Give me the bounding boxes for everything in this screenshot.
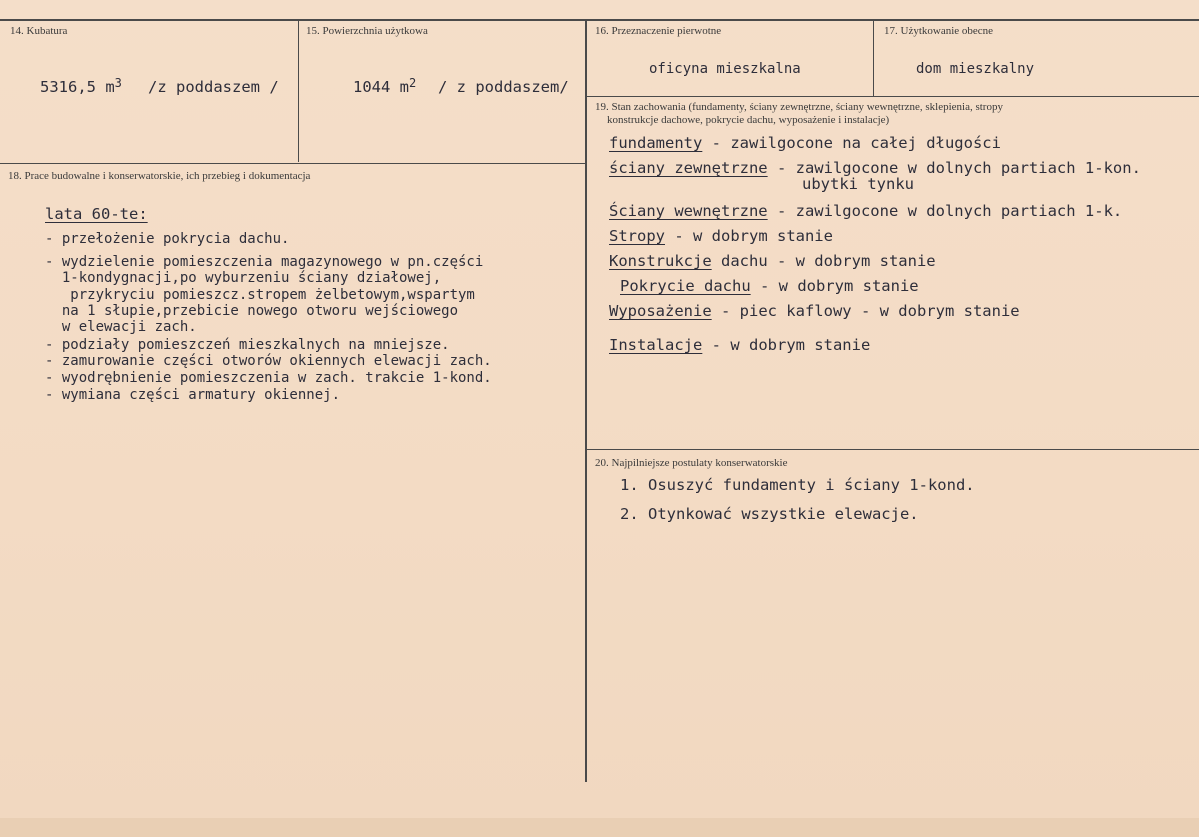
works-line-1: - przełożenie pokrycia dachu. xyxy=(45,231,290,247)
divider-row-18 xyxy=(0,163,586,164)
section-18-label: 18. Prace budowalne i konserwatorskie, ich przebieg i dokumentacja xyxy=(8,170,311,182)
uzytkowanie-value: dom mieszkalny xyxy=(916,61,1035,77)
works-line-3: 1-kondygnacji,po wyburzeniu ściany działowej, xyxy=(45,270,442,286)
section-19-label-1: 19. Stan zachowania (fundamenty, ściany zewnętrzne, ściany wewnętrzne, sklepienia, stropy xyxy=(595,101,1003,113)
condition-sciany-zewnetrzne: ściany zewnętrzne - zawilgocone w dolnych partiach 1-kon. xyxy=(609,159,1141,177)
condition-stropy: Stropy - w dobrym stanie xyxy=(609,227,833,245)
przeznaczenie-value: oficyna mieszkalna xyxy=(649,61,801,77)
section-20-label: 20. Najpilniejsze postulaty konserwatorskie xyxy=(595,457,788,469)
works-line-4: przykryciu pomieszcz.stropem żelbetowym,wspartym xyxy=(45,287,475,303)
works-line-7: - podziały pomieszczeń mieszkalnych na mniejsze. xyxy=(45,337,450,353)
works-line-2: - wydzielenie pomieszczenia magazynowego w pn.części xyxy=(45,254,484,270)
condition-sciany-wewnetrzne: Ściany wewnętrzne - zawilgocone w dolnych partiach 1-k. xyxy=(609,202,1123,220)
condition-sciany-zewnetrzne-cont: ubytki tynku xyxy=(802,175,914,193)
divider-row-20 xyxy=(587,449,1199,450)
divider-14-15 xyxy=(298,20,299,162)
section-14-label: 14. Kubatura xyxy=(10,25,68,37)
condition-pokrycie: Pokrycie dachu - w dobrym stanie xyxy=(620,277,919,295)
condition-wyposazenie: Wyposażenie - piec kaflowy - w dobrym stanie xyxy=(609,302,1020,320)
powierzchnia-value: 1044 $m^2$ xyxy=(353,76,417,96)
kubatura-value: 5316,5 $m^3$ xyxy=(40,76,122,96)
works-line-5: na 1 słupie,przebicie nowego otworu wejściowego xyxy=(45,303,459,319)
works-line-8: - zamurowanie części otworów okiennych elewacji zach. xyxy=(45,353,492,369)
works-heading: lata 60-te: xyxy=(45,205,148,223)
condition-instalacje: Instalacje - w dobrym stanie xyxy=(609,336,871,354)
divider-16-17 xyxy=(873,20,874,96)
condition-konstrukcje: Konstrukcje dachu - w dobrym stanie xyxy=(609,252,936,270)
section-17-label: 17. Użytkowanie obecne xyxy=(884,25,994,37)
section-15-label: 15. Powierzchnia użytkowa xyxy=(306,25,428,37)
card-edge xyxy=(0,818,1199,837)
condition-fundamenty: fundamenty - zawilgocone na całej długości xyxy=(609,134,1001,152)
top-border xyxy=(0,19,1199,21)
works-line-9: - wyodrębnienie pomieszczenia w zach. trakcie 1-kond. xyxy=(45,370,492,386)
postulate-2: 2. Otynkować wszystkie elewacje. xyxy=(620,505,919,523)
works-line-6: w elewacji zach. xyxy=(45,319,197,335)
section-19-label-2: konstrukcje dachowe, pokrycie dachu, wyposażenie i instalacje) xyxy=(607,114,890,126)
postulate-1: 1. Osuszyć fundamenty i ściany 1-kond. xyxy=(620,476,975,494)
kubatura-note: /z poddaszem / xyxy=(148,78,279,96)
main-divider xyxy=(585,20,587,782)
divider-row-19 xyxy=(587,96,1199,97)
works-line-10: - wymiana części armatury okiennej. xyxy=(45,387,341,403)
section-16-label: 16. Przeznaczenie pierwotne xyxy=(595,25,722,37)
powierzchnia-note: / z poddaszem/ xyxy=(438,78,569,96)
